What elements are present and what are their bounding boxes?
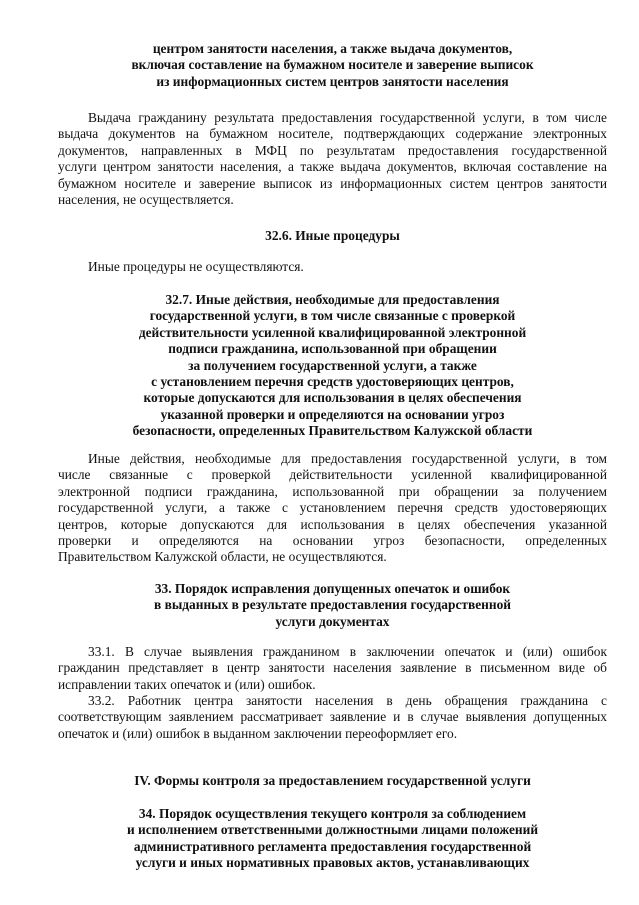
paragraph-line: выдача документов на бумажном носителе, подтверждающих содержание электронных <box>58 126 607 142</box>
paragraph-line: бумажном носителе и заверение выписок из информационных систем центров занятости <box>58 175 607 191</box>
paragraph-line: 33.2. Работник центра занятости населения в день обращения гражданина с <box>88 693 607 708</box>
paragraph-line: числе связанные с проверкой действительности усиленной квалифицированной <box>58 467 607 483</box>
paragraph-33-1 <box>58 644 607 693</box>
paragraph-result-issuance <box>58 110 607 208</box>
heading-line: 32.6. Иные процедуры <box>265 228 400 243</box>
heading-34 <box>58 806 607 872</box>
heading-line: которые допускаются для использования в целях обеспечения <box>143 390 522 406</box>
paragraph-line: документов, направленных в МФЦ по результатам предоставления государственной <box>58 142 607 158</box>
heading-line: центром занятости населения, а также выдача документов, <box>152 41 513 56</box>
paragraph-line: электронной подписи гражданина, использованной при обращении за получением <box>58 483 607 499</box>
heading-line: 34. Порядок осуществления текущего контроля за соблюдением <box>138 806 527 821</box>
paragraph-line: проверки и определяются на основании угроз безопасности, определенных <box>58 532 607 548</box>
paragraph-line: услуги центром занятости населения, а также выдача документов, включая составление на <box>58 159 607 175</box>
paragraph-line: опечаток и (или) ошибок в выданном заключении переоформляет его. <box>58 725 458 741</box>
heading-line: IV. Формы контроля за предоставлением государственной услуги <box>134 773 531 788</box>
paragraph-33-2 <box>58 693 607 742</box>
paragraph-32-6 <box>58 259 607 275</box>
paragraph-line: населения, не осуществляется. <box>58 191 234 207</box>
heading-line: услуги и иных нормативных правовых актов, устанавливающих <box>135 855 530 871</box>
paragraph-line: соответствующим заявлением рассматривает заявление и в случае выявления допущенных <box>58 709 607 725</box>
paragraph-line: исправлении таких опечаток и (или) ошибок. <box>58 676 316 692</box>
paragraph-32-7 <box>58 451 607 566</box>
paragraph-line: Выдача гражданину результата предоставления государственной услуги, в том числе <box>88 110 607 125</box>
heading-line: и исполнением ответственными должностными лицами положений <box>126 822 539 838</box>
heading-line: 32.7. Иные действия, необходимые для предоставления <box>165 292 500 307</box>
heading-line: административного регламента предоставления государственной <box>133 838 532 854</box>
heading-line: 33. Порядок исправления допущенных опечаток и ошибок <box>154 581 511 596</box>
heading-33 <box>58 581 607 630</box>
paragraph-line: центров, которые допускаются для использования в целях обеспечения указанной <box>58 516 607 532</box>
heading-line: безопасности, определенных Правительством Калужской области <box>132 423 533 439</box>
heading-section-iv <box>58 773 607 789</box>
heading-line: за получением государственной услуги, а также <box>188 357 477 373</box>
heading-32-6 <box>58 228 607 244</box>
heading-line: включая составление на бумажном носителе и заверение выписок <box>131 57 534 73</box>
paragraph-line: 33.1. В случае выявления гражданином в заключении опечаток и (или) ошибок <box>88 644 607 659</box>
paragraph-line: государственной услуги, а также с установлением перечня средств удостоверяющих <box>58 500 607 516</box>
heading-32-7 <box>58 292 607 440</box>
heading-line: действительности усиленной квалифицированной электронной <box>138 324 527 340</box>
paragraph-line: Иные процедуры не осуществляются. <box>88 259 304 274</box>
heading-continued <box>58 41 607 90</box>
heading-line: государственной услуги, в том числе связанные с проверкой <box>149 308 516 324</box>
paragraph-line: гражданин представляет в центр занятости населения заявление в письменном виде об <box>58 660 607 676</box>
heading-line: услуги документах <box>275 613 390 629</box>
heading-line: подписи гражданина, использованной при обращении <box>168 341 497 357</box>
paragraph-line: Правительством Калужской области, не осуществляются. <box>58 549 387 565</box>
paragraph-line: Иные действия, необходимые для предоставления государственной услуги, в том <box>88 451 607 466</box>
heading-line: из информационных систем центров занятости населения <box>156 73 509 89</box>
heading-line: указанной проверки и определяются на основании угроз <box>160 406 505 422</box>
heading-line: в выданных в результате предоставления государственной <box>154 597 511 613</box>
heading-line: с установлением перечня средств удостоверяющих центров, <box>151 374 514 390</box>
